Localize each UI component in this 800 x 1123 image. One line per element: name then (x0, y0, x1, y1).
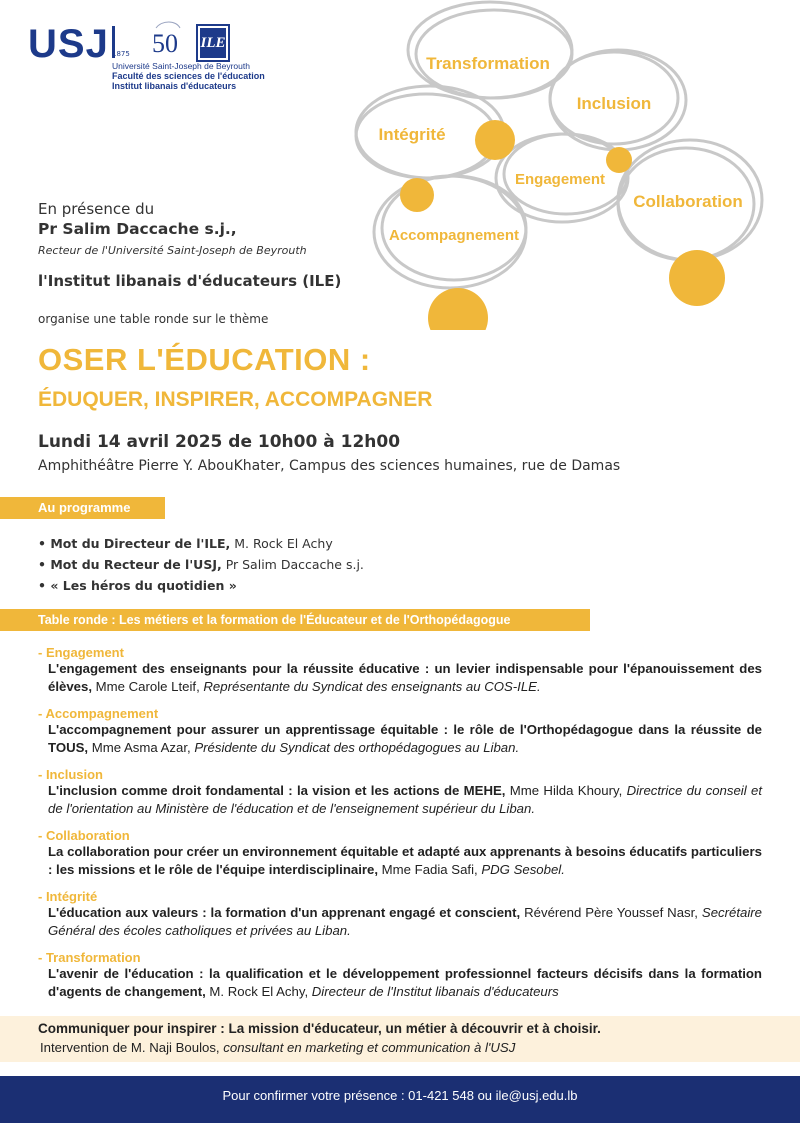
section-collaboration (38, 828, 762, 879)
bubble-outline (408, 2, 572, 98)
bubble-collaboration: Collaboration (633, 192, 743, 211)
bubble-dot (428, 288, 488, 330)
event-title: OSER L'ÉDUCATION : (38, 342, 371, 377)
section-bold: La collaboration pour créer un environnement équitable et adapté aux apprenants à besoins éducatifs particuliers : les missions et le rôle de l'équipe interdisciplinaire, (48, 844, 762, 877)
section-text (38, 965, 762, 1001)
section-bold: L'éducation aux valeurs : la formation d'un apprenant engagé et conscient, (48, 905, 521, 920)
section-text (38, 721, 762, 757)
bubble-accompagnement: Accompagnement (388, 227, 520, 244)
section-text (38, 904, 762, 940)
closing-speaker-name: Intervention de M. Naji Boulos, (40, 1040, 224, 1055)
section-bold: L'engagement des enseignants pour la réussite éducative : un levier indispensable pour l'épanouissement des élèves, (48, 661, 762, 694)
bubble-engagement: Engagement (514, 171, 606, 188)
anniv-number: 50 (152, 29, 178, 58)
section-role: Directeur de l'Institut libanais d'éducateurs (311, 984, 559, 999)
intro-rector-name: Pr Salim Daccache s.j., (38, 220, 237, 238)
bubble-dot (400, 178, 434, 212)
section-transformation (38, 950, 762, 1001)
intro-presence: En présence du (38, 200, 155, 218)
bubble-transformation: Transformation (426, 54, 550, 73)
section-role: Directrice du conseil et de l'orientation au Ministère de l'éducation et de l'enseignement supérieur du Liban. (48, 783, 762, 816)
section-speaker: M. Rock El Achy, (205, 984, 312, 999)
closing-title: Communiquer pour inspirer : La mission d'éducateur, un métier à découvrir et à choisir. (38, 1021, 601, 1036)
section-text (38, 782, 762, 818)
section-role: PDG Sesobel. (481, 862, 565, 877)
section-head: - Engagement (38, 645, 124, 660)
values-bubble-cloud (340, 0, 800, 330)
section-integrite (38, 889, 762, 940)
section-head: - Transformation (38, 950, 141, 965)
intro-theme-lead: organise une table ronde sur le thème (38, 312, 269, 326)
intro-rector-title: Recteur de l'Université Saint-Joseph de Beyrouth (38, 244, 307, 257)
programme-item-bold: • Mot du Directeur de l'ILE, (38, 536, 231, 551)
section-engagement (38, 645, 762, 696)
section-speaker: Mme Asma Azar, (88, 740, 195, 755)
event-subtitle: ÉDUQUER, INSPIRER, ACCOMPAGNER (38, 388, 433, 411)
programme-label: Au programme (0, 497, 165, 519)
programme-item-bold: • « Les héros du quotidien » (38, 578, 237, 593)
closing-speaker-role: consultant en marketing et communication à l'USJ (223, 1040, 516, 1055)
anniversary-50-logo (148, 20, 184, 60)
section-speaker: Mme Carole Lteif, (92, 679, 204, 694)
programme-item (38, 536, 333, 551)
section-head: - Collaboration (38, 828, 130, 843)
logo-university-name: Université Saint-Joseph de Beyrouth (112, 61, 250, 71)
logo-faculty-name: Faculté des sciences de l'éducation (112, 71, 265, 81)
ile-logo: ILE (196, 24, 230, 62)
programme-item-rest: M. Rock El Achy (230, 536, 333, 551)
bubble-inclusion: Inclusion (576, 94, 652, 113)
programme-item-bold: • Mot du Recteur de l'USJ, (38, 557, 222, 572)
usj-logo-text: USJ (28, 22, 109, 66)
section-accompagnement (38, 706, 762, 757)
section-role: Représentante du Syndicat des enseignants au COS-ILE. (203, 679, 541, 694)
section-head: - Intégrité (38, 889, 98, 904)
section-head: - Accompagnement (38, 706, 159, 721)
logo-year: 1875 (112, 50, 130, 58)
table-ronde-label: Table ronde : Les métiers et la formation de l'Éducateur et de l'Orthopédagogue (0, 609, 590, 631)
section-speaker: Révérend Père Youssef Nasr, (520, 905, 702, 920)
bubble-dot (606, 147, 632, 173)
programme-item (38, 557, 364, 572)
section-role: Présidente du Syndicat des orthopédagogues au Liban. (194, 740, 520, 755)
bubble-dot (475, 120, 515, 160)
rsvp-footer: Pour confirmer votre présence : 01-421 548 ou ile@usj.edu.lb (0, 1076, 800, 1123)
section-bold: L'inclusion comme droit fondamental : la vision et les actions de MEHE, (48, 783, 506, 798)
section-inclusion (38, 767, 762, 818)
programme-item-rest: Pr Salim Daccache s.j. (221, 557, 364, 572)
closing-speaker (40, 1040, 515, 1055)
bubble-dot (669, 250, 725, 306)
section-text (38, 843, 762, 879)
section-head: - Inclusion (38, 767, 103, 782)
event-date: Lundi 14 avril 2025 de 10h00 à 12h00 (38, 432, 401, 452)
section-speaker: Mme Hilda Khoury, (505, 783, 627, 798)
section-text (38, 660, 762, 696)
intro-organizer: l'Institut libanais d'éducateurs (ILE) (38, 272, 342, 290)
section-bold: L'avenir de l'éducation : la qualification et le développement professionnel facteurs décisifs dans la formation d'agents de changement, (48, 966, 762, 999)
section-role: Secrétaire Général des écoles catholiques et privées au Liban. (48, 905, 763, 938)
event-place: Amphithéâtre Pierre Y. AbouKhater, Campus des sciences humaines, rue de Damas (38, 458, 621, 474)
section-bold: L'accompagnement pour assurer un apprentissage équitable : le rôle de l'Orthopédagogue dans la réussite de TOUS, (48, 722, 762, 755)
programme-item (38, 578, 237, 593)
bubble-integrite: Intégrité (378, 125, 446, 144)
section-speaker: Mme Fadia Safi, (378, 862, 482, 877)
logo-institute-name: Institut libanais d'éducateurs (112, 81, 237, 91)
